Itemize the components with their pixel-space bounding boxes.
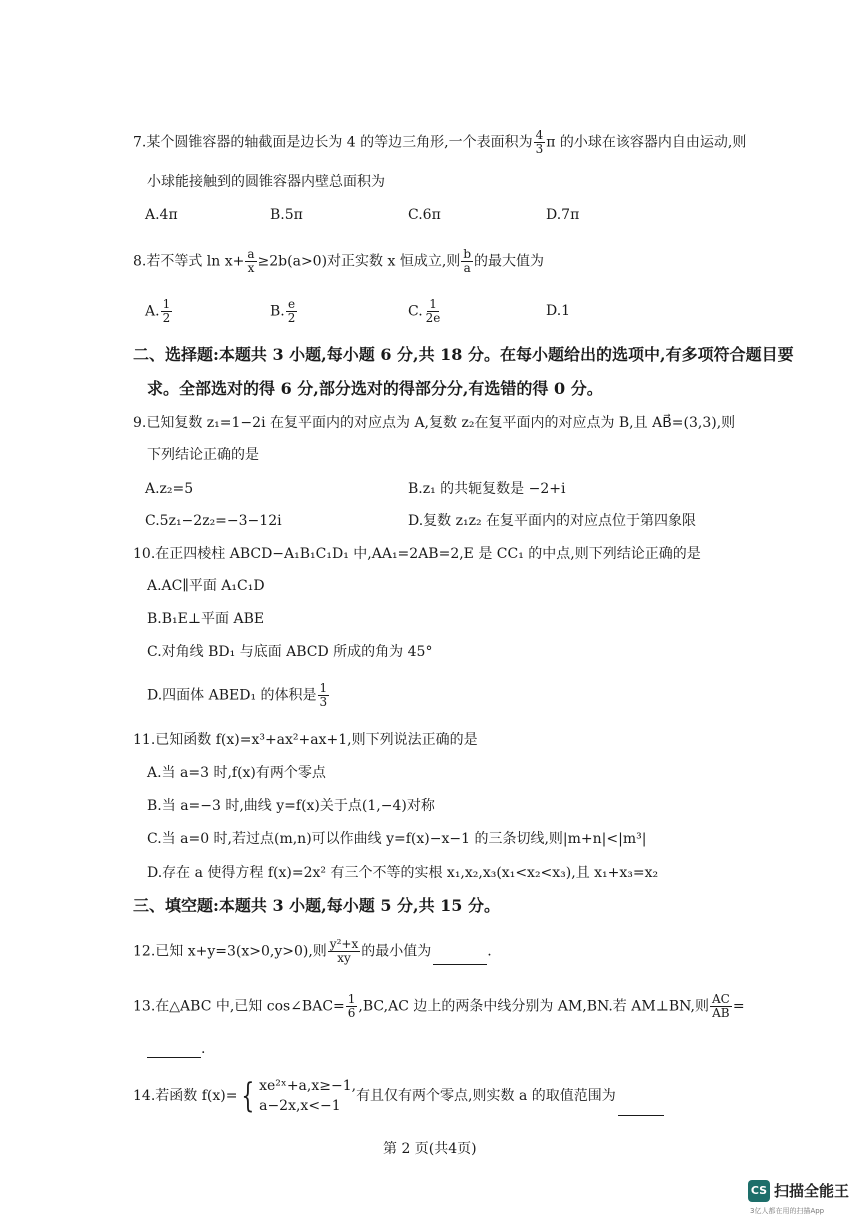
q12-fraction	[328, 938, 360, 965]
section2-heading-line2: 求。全部选对的得 6 分,部分选对的得部分分,有选错的得 0 分。	[147, 379, 603, 398]
q7-option-c: C.6π	[408, 207, 441, 223]
q11-option-d: D.存在 a 使得方程 f(x)=2x² 有三个不等的实根 x₁,x₂,x₃(x₁<x₂<x₃),且 x₁+x₃=x₂	[147, 865, 659, 881]
q14-text-a: 14.若函数 f(x)=	[133, 1088, 238, 1104]
q8-optA-label: A.	[145, 303, 160, 320]
q14-stem	[133, 1076, 664, 1116]
q8-text-a: 8.若不等式 ln x+	[133, 253, 245, 270]
q8-optA-frac	[161, 298, 173, 325]
q7-frac-den: 3	[535, 142, 544, 156]
q8-option-a	[145, 298, 173, 325]
q8-f2-num: b	[463, 247, 471, 261]
q13-f-den: 6	[347, 1006, 356, 1020]
q8-optC-label: C.	[408, 303, 423, 320]
q8-optC-den: 2e	[425, 311, 441, 325]
q10-option-b: B.B₁E⊥平面 ABE	[147, 611, 265, 627]
q8-optC-frac	[424, 298, 443, 325]
q13-answer-blank	[147, 1043, 201, 1058]
q8-stem	[133, 248, 544, 275]
q14-case1: xe²ˣ+a,x≥−1,	[259, 1078, 357, 1094]
section2-heading: 二、选择题:本题共 3 小题,每小题 6 分,共 18 分。在每小题给出的选项中,有多项符合题目要	[133, 345, 794, 364]
camscanner-logo-icon: CS	[748, 1180, 770, 1202]
q8-optB-num: e	[288, 297, 296, 311]
q13-text-b: ,BC,AC 边上的两条中线分别为 AM,BN.若 AM⊥BN,则	[358, 998, 709, 1015]
q12-frac-num: y²+x	[329, 937, 359, 951]
q14-piecewise	[259, 1076, 356, 1116]
q12-answer-blank	[433, 950, 487, 965]
q7-line1	[133, 129, 746, 156]
q10-optD-text: D.四面体 ABED₁ 的体积是	[147, 687, 317, 704]
q14-case2: a−2x,x<−1	[259, 1098, 341, 1114]
q8-f2-den: a	[463, 261, 471, 275]
q7-option-a: A.4π	[145, 207, 178, 223]
q10-option-c: C.对角线 BD₁ 与底面 ABCD 所成的角为 45°	[147, 644, 433, 660]
q11-option-a: A.当 a=3 时,f(x)有两个零点	[147, 765, 326, 781]
q7-text-a: 7.某个圆锥容器的轴截面是边长为 4 的等边三角形,一个表面积为	[133, 134, 533, 151]
q9-option-a: A.z₂=5	[145, 481, 194, 497]
watermark-subtitle: 3亿人都在用的扫描App	[750, 1207, 825, 1215]
q9-option-b: B.z₁ 的共轭复数是 −2+i	[408, 481, 566, 497]
q13-f-num: 1	[347, 992, 356, 1006]
q13-stem	[133, 993, 745, 1020]
q8-text-b: ≥2b(a>0)对正实数 x 恒成立,则	[257, 253, 461, 270]
q8-optC-num: 1	[429, 297, 437, 311]
q8-optA-den: 2	[162, 311, 171, 325]
q8-text-c: 的最大值为	[474, 253, 544, 270]
q12-text-b: 的最小值为	[361, 943, 432, 960]
q11-option-c: C.当 a=0 时,若过点(m,n)可以作曲线 y=f(x)−x−1 的三条切线,则|m+n|<|m³|	[147, 831, 647, 847]
q10-optD-frac	[318, 682, 330, 709]
q8-option-b	[270, 298, 298, 325]
q13-text-c: =	[732, 998, 745, 1015]
q8-optB-den: 2	[287, 311, 296, 325]
q12-frac-den: xy	[337, 951, 351, 965]
q8-option-c	[408, 298, 443, 325]
q10-stem: 10.在正四棱柱 ABCD−A₁B₁C₁D₁ 中,AA₁=2AB=2,E 是 CC₁ 的中点,则下列结论正确的是	[133, 546, 701, 562]
q8-optA-num: 1	[162, 297, 171, 311]
q12-text-a: 12.已知 x+y=3(x>0,y>0),则	[133, 943, 327, 960]
scanner-watermark	[748, 1180, 858, 1220]
q8-f1-den: x	[247, 261, 255, 275]
q11-option-b: B.当 a=−3 时,曲线 y=f(x)关于点(1,−4)对称	[147, 798, 435, 814]
q8-fraction-a-over-x	[245, 248, 256, 275]
q13-fraction-ratio	[710, 993, 732, 1020]
q13-g-num: AC	[711, 992, 730, 1006]
q14-brace: {	[241, 1076, 255, 1116]
q9-stem-line2: 下列结论正确的是	[147, 447, 259, 463]
q7-fraction	[534, 129, 546, 156]
q11-stem: 11.已知函数 f(x)=x³+ax²+ax+1,则下列说法正确的是	[133, 732, 478, 748]
q9-option-c: C.5z₁−2z₂=−3−12i	[145, 513, 282, 529]
q8-f1-num: a	[247, 247, 255, 261]
section3-heading: 三、填空题:本题共 3 小题,每小题 5 分,共 15 分。	[133, 896, 501, 915]
q13-line2	[147, 1040, 205, 1058]
q7-option-b: B.5π	[270, 207, 303, 223]
q13-end: .	[201, 1041, 206, 1057]
page-footer: 第 2 页(共4页)	[383, 1141, 477, 1157]
q9-option-d: D.复数 z₁z₂ 在复平面内的对应点位于第四象限	[408, 513, 697, 529]
q13-fraction-cos	[346, 993, 358, 1020]
q10-optD-num: 1	[319, 681, 328, 695]
q10-option-a: A.AC∥平面 A₁C₁D	[147, 578, 265, 594]
q12-stem	[133, 938, 492, 965]
q14-answer-blank	[618, 1101, 664, 1116]
q8-optB-frac	[286, 298, 298, 325]
q8-fraction-b-over-a	[461, 248, 473, 275]
q7-frac-num: 4	[535, 128, 544, 142]
watermark-name: 扫描全能王	[774, 1182, 850, 1200]
q13-text-a: 13.在△ABC 中,已知 cos∠BAC=	[133, 998, 345, 1015]
q12-end: .	[487, 943, 492, 960]
q7-text-b: π 的小球在该容器内自由运动,则	[546, 134, 747, 151]
q10-optD-den: 3	[319, 695, 328, 709]
q9-stem: 9.已知复数 z₁=1−2i 在复平面内的对应点为 A,复数 z₂在复平面内的对应点为 B,且 AB⃗=(3,3),则	[133, 415, 736, 431]
q8-option-d: D.1	[546, 303, 571, 319]
q13-g-den: AB	[712, 1006, 730, 1020]
q7-option-d: D.7π	[546, 207, 580, 223]
q10-option-d	[147, 682, 330, 709]
q14-text-b: 有且仅有两个零点,则实数 a 的取值范围为	[356, 1088, 616, 1104]
q8-optB-label: B.	[270, 303, 285, 320]
q7-line2: 小球能接触到的圆锥容器内壁总面积为	[147, 174, 385, 190]
